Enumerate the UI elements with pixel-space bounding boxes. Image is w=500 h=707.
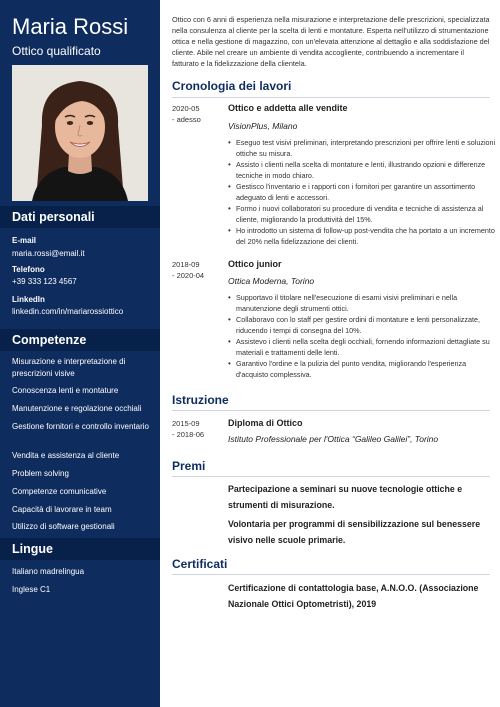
section-divider (172, 574, 490, 575)
skill-item: Misurazione e interpretazione di prescrizioni visive (12, 357, 126, 378)
awards-heading: Premi (172, 459, 206, 473)
job-bullet: • Collaboravo con lo staff per gestire ordini di montature e lenti personalizzate, riducendo i tempi di consegna del 10%. (228, 314, 496, 336)
personal-data-heading: Dati personali (0, 206, 160, 228)
language-item: Inglese C1 (12, 585, 51, 594)
candidate-name: Maria Rossi (12, 14, 129, 39)
education-degree: Diploma di Ottico (228, 418, 303, 428)
candidate-role: Ottico qualificato (12, 44, 101, 58)
job-date-start: 2018-09 (172, 260, 200, 269)
email-value: maria.rossi@email.it (12, 249, 85, 258)
education-heading: Istruzione (172, 393, 229, 407)
job-company: VisionPlus, Milano (228, 121, 298, 131)
portrait-image (12, 65, 148, 201)
experience-heading: Cronologia dei lavori (172, 79, 292, 93)
email-label: E-mail (12, 236, 37, 245)
certification-item: Certificazione di contattologia base, A.N.O.O. (Associazione Nazionale Ottici Optometristi), 2019 (228, 583, 479, 609)
job-bullet: • Assisto i clienti nella scelta di montature e lenti, illustrando opzioni e differenze tecniche in modo chiaro. (228, 159, 496, 181)
job-date-end: - 2020-04 (172, 271, 205, 280)
job-bullet: • Assistevo i clienti nella scelta degli occhiali, fornendo informazioni dettagliate su materiali e trattamenti delle lenti. (228, 336, 496, 358)
skill-item: Capacità di lavorare in team (12, 505, 112, 514)
section-divider (172, 97, 490, 98)
linkedin-value: linkedin.com/in/mariarossiottico (12, 307, 124, 316)
job-bullet: • Gestisco l'inventario e i rapporti con i fornitori per garantire un assortimento adeguato di lenti e accessori. (228, 181, 496, 203)
award-item: Volontaria per programmi di sensibilizzazione sul benessere visivo nelle scuole primarie. (228, 519, 481, 545)
job-title: Ottico e addetta alle vendite (228, 103, 348, 113)
skill-item: Utilizzo di software gestionali (12, 522, 115, 531)
job-bullet: • Supportavo il titolare nell'esecuzione di esami visivi preliminari e nella manutenzione degli strumenti ottici. (228, 292, 496, 314)
phone-label: Telefono (12, 265, 45, 274)
job-bullets (228, 292, 496, 380)
linkedin-label: LinkedIn (12, 295, 45, 304)
profile-summary: Ottico con 6 anni di esperienza nella misurazione e interpretazione delle prescrizioni, specializzata nella consulenza al cliente per la scelta di lenti e montature. Esperta nell'utilizzo di strumentazione ottica e nella gestione di magazzino, con un'elevata attenzione al dettaglio e alla soddisfazione del cliente. Abile nel creare un ambiente di vendita accogliente, contribuendo a incrementare il fatturato e la fidelizzazione della clientela. (172, 15, 490, 68)
skill-item: Problem solving (12, 469, 69, 478)
job-date-start: 2020-05 (172, 104, 200, 113)
job-company: Ottica Moderna, Torino (228, 276, 315, 286)
certifications-heading: Certificati (172, 557, 228, 571)
skills-heading: Competenze (0, 329, 160, 351)
skill-item: Manutenzione e regolazione occhiali (12, 404, 142, 413)
job-date-end: - adesso (172, 115, 201, 124)
sidebar (0, 0, 160, 707)
main-content (160, 0, 500, 707)
languages-heading: Lingue (0, 538, 160, 560)
phone-value: +39 333 123 4567 (12, 277, 77, 286)
section-divider (172, 410, 490, 411)
job-bullet: • Eseguo test visivi preliminari, interpretando prescrizioni per offrire lenti e soluzioni ottiche su misura. (228, 137, 496, 159)
profile-photo (12, 65, 148, 201)
job-bullet: • Garantivo l'ordine e la pulizia del punto vendita, migliorando l'esperienza d'acquisto complessiva. (228, 358, 496, 380)
award-item: Partecipazione a seminari su nuove tecnologie ottiche e strumenti di misurazione. (228, 484, 463, 510)
language-item: Italiano madrelingua (12, 567, 85, 576)
section-divider (172, 476, 490, 477)
skill-item: Gestione fornitori e controllo inventario (12, 422, 149, 431)
education-date-end: - 2018-06 (172, 430, 205, 439)
skill-item: Conoscenza lenti e montature (12, 386, 119, 395)
job-bullets (228, 137, 496, 247)
skill-item: Competenze comunicative (12, 487, 107, 496)
education-date-start: 2015-09 (172, 419, 200, 428)
education-school: Istituto Professionale per l'Ottica “Galileo Galilei”, Torino (228, 434, 439, 444)
job-bullet: • Ho introdotto un sistema di follow-up post-vendita che ha portato a un incremento del 20% nella fidelizzazione dei clienti. (228, 225, 496, 247)
skill-item: Vendita e assistenza al cliente (12, 451, 120, 460)
job-title: Ottico junior (228, 259, 282, 269)
job-bullet: • Formo i nuovi collaboratori su procedure di vendita e tecniche di assistenza al cliente, migliorando la produttività del 15%. (228, 203, 496, 225)
